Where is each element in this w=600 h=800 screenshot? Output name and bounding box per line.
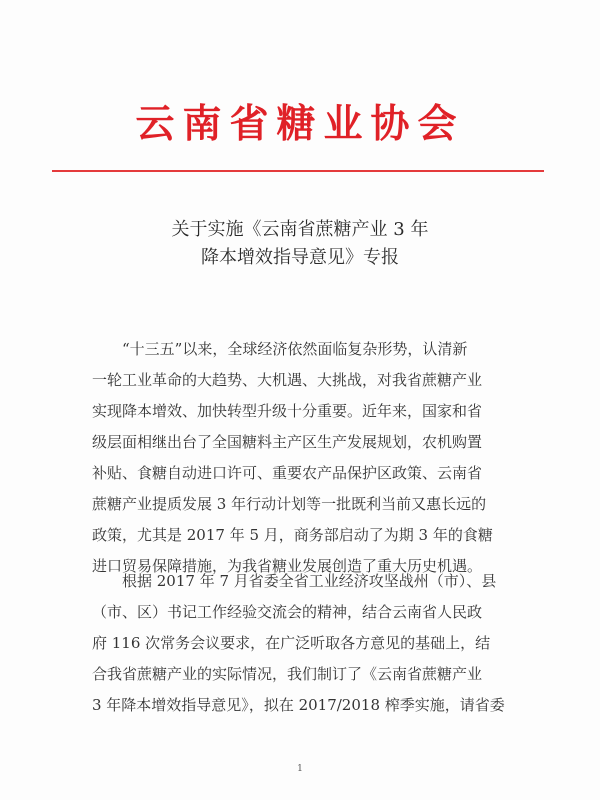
paragraph-line: （市、区）书记工作经验交流会的精神，结合云南省人民政 <box>92 603 483 621</box>
letterhead-organization-name: 云南省糖业协会 <box>135 102 465 147</box>
paragraph-line: 府 116 次常务会议要求，在广泛听取各方意见的基础上，结 <box>92 634 491 652</box>
document-title-line-2: 降本增效指导意见》专报 <box>201 247 399 268</box>
paragraph-line: 合我省蔗糖产业的实际情况，我们制订了《云南省蔗糖产业 <box>92 665 483 683</box>
paragraph-line: 补贴、食糖自动进口许可、重要农产品保护区政策、云南省 <box>92 464 483 482</box>
paragraph-line: 实现降本增效、加快转型升级十分重要。近年来，国家和省 <box>92 402 483 420</box>
paragraph-line: 根据 2017 年 7 月省委全省工业经济攻坚战州（市）、县 <box>122 572 497 590</box>
paragraph-line: 进口贸易保障措施，为我省糖业发展创造了重大历史机遇。 <box>92 557 483 575</box>
letterhead-red-rule <box>52 170 544 172</box>
paragraph-line: 级层面相继出台了全国糖料主产区生产发展规划，农机购置 <box>92 433 483 451</box>
page-number: 1 <box>297 764 303 774</box>
paragraph-line: 蔗糖产业提质发展 3 年行动计划等一批既利当前又惠长远的 <box>92 495 487 513</box>
body-paragraph-2 <box>92 566 522 721</box>
body-paragraph-1 <box>92 334 522 582</box>
document-title-line-1: 关于实施《云南省蔗糖产业 3 年 <box>171 219 429 240</box>
paragraph-line: 政策，尤其是 2017 年 5 月，商务部启动了为期 3 年的食糖 <box>92 526 493 544</box>
paragraph-line: “十三五”以来，全球经济依然面临复杂形势，认清新 <box>122 340 468 358</box>
paragraph-line: 一轮工业革命的大趋势、大机遇、大挑战，对我省蔗糖产业 <box>92 371 483 389</box>
paragraph-line: 3 年降本增效指导意见》，拟在 2017/2018 榨季实施，请省委 <box>92 696 505 714</box>
